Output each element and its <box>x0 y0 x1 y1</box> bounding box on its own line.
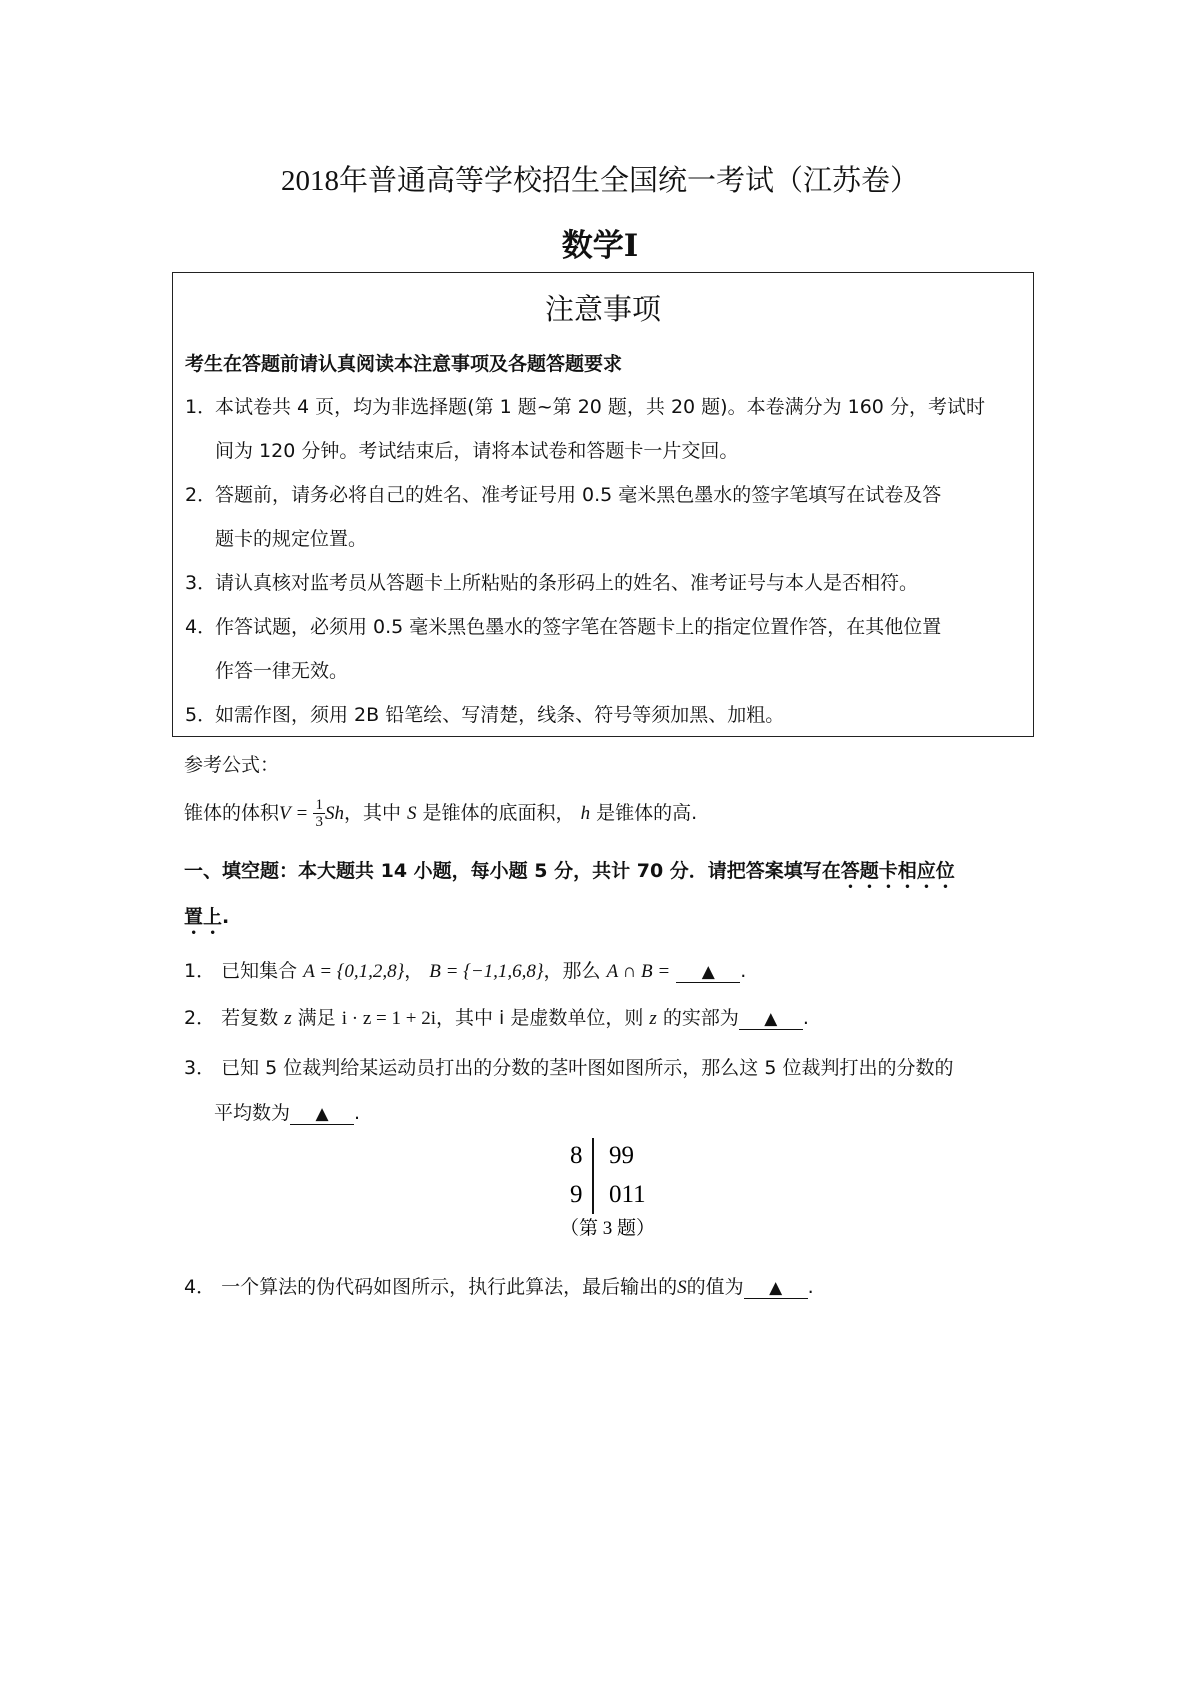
answer-blank[interactable]: ▲ <box>676 962 740 983</box>
leaves-8: 99 <box>609 1142 634 1169</box>
formula-prefix: 锥体的体积 <box>184 802 280 824</box>
notice-item-number: 2． <box>185 484 217 506</box>
question-1 <box>184 956 746 983</box>
set-b: B = {−1,1,6,8} <box>429 961 544 982</box>
notice-item-number: 1． <box>185 396 217 418</box>
question-end: . <box>354 1102 361 1124</box>
fraction-denominator: 3 <box>315 814 323 830</box>
formula-sh: Sh <box>324 803 344 824</box>
formula-fraction <box>313 797 325 830</box>
question-end: . <box>740 960 747 982</box>
question-text: 已知集合 <box>221 960 298 982</box>
question-2 <box>184 1003 809 1030</box>
question-number: 1． <box>184 960 216 982</box>
answer-blank[interactable]: ▲ <box>290 1104 354 1125</box>
question-text-3: ，其中 i 是虚数单位，则 <box>435 1007 644 1029</box>
formula-suffix-2: 是锥体的底面积， <box>422 802 575 824</box>
reference-label: 参考公式： <box>184 754 280 776</box>
formula-var-h: h <box>580 803 591 824</box>
separator: ， <box>404 960 424 982</box>
fraction-numerator: 1 <box>315 797 323 813</box>
notice-item-text: 作答试题，必须用 0.5 毫米黑色墨水的签字笔在答题卡上的指定位置作答，在其他位置 <box>215 616 942 638</box>
notice-item-number: 3． <box>185 572 217 594</box>
question-end: . <box>802 1007 809 1029</box>
section-heading-emphasis: 答题卡相应位 <box>840 860 955 882</box>
question-text: 已知 5 位裁判给某运动员打出的分数的茎叶图如图所示，那么这 5 位裁判打出的分数的 <box>221 1057 954 1079</box>
notice-intro: 考生在答题前请认真阅读本注意事项及各题答题要求 <box>185 353 623 375</box>
formula-var-v: V <box>279 803 291 824</box>
notice-item-text: 答题前，请务必将自己的姓名、准考证号用 0.5 毫米黑色墨水的签字笔填写在试卷及答 <box>215 484 942 506</box>
section-heading-emphasis-2: 置上 <box>184 906 223 928</box>
formula-var-s: S <box>407 803 417 824</box>
question-number: 2． <box>184 1007 216 1029</box>
question-end: . <box>807 1276 814 1298</box>
question-3-line-1 <box>184 1053 953 1080</box>
notice-item-1 <box>185 385 1025 473</box>
notice-item-3 <box>185 561 1025 605</box>
answer-blank[interactable]: ▲ <box>744 1278 808 1299</box>
var-s: S <box>677 1277 687 1298</box>
formula-suffix-1: ，其中 <box>343 802 401 824</box>
notice-item-text-cont: 题卡的规定位置。 <box>215 528 368 550</box>
notice-item-5 <box>185 693 1025 737</box>
question-text-4: 的实部为 <box>662 1007 739 1029</box>
question-text-2: 的值为 <box>686 1276 744 1298</box>
notice-item-text: 请认真核对监考员从答题卡上所粘贴的条形码上的姓名、准考证号与本人是否相符。 <box>215 572 919 594</box>
notice-item-number: 5． <box>185 704 217 726</box>
intersection-expression: A ∩ B = <box>606 961 671 982</box>
question-3-line-2 <box>214 1098 360 1125</box>
question-text-2: ，那么 <box>543 960 601 982</box>
stem-8: 8 <box>570 1142 583 1169</box>
stem-leaf-plot <box>560 1132 680 1242</box>
question-text: 一个算法的伪代码如图所示，执行此算法，最后输出的 <box>221 1276 678 1298</box>
notice-item-text-cont: 间为 120 分钟。考试结束后，请将本试卷和答题卡一片交回。 <box>215 440 739 462</box>
notice-item-2 <box>185 473 1025 561</box>
notice-item-number: 4． <box>185 616 217 638</box>
notice-item-4 <box>185 605 1025 693</box>
notice-box <box>172 272 1034 737</box>
notice-item-text-cont: 作答一律无效。 <box>215 660 349 682</box>
question-text: 若复数 <box>221 1007 279 1029</box>
notice-heading: 注意事项 <box>544 292 661 326</box>
var-z-2: z <box>649 1008 657 1029</box>
exam-title: 2018年普通高等学校招生全国统一考试（江苏卷） <box>280 165 919 197</box>
question-text-2: 平均数为 <box>214 1102 291 1124</box>
section-heading-end: . <box>222 906 230 928</box>
stem-9: 9 <box>570 1181 583 1208</box>
set-a: A = {0,1,2,8} <box>303 961 405 982</box>
notice-item-text: 本试卷共 4 页，均为非选择题(第 1 题~第 20 题，共 20 题)。本卷满分为 160 分，考试时 <box>215 396 985 418</box>
exam-subtitle: 数学Ⅰ <box>561 228 639 263</box>
reference-formula <box>184 797 697 830</box>
equation: i · z = 1 + 2i <box>341 1008 436 1029</box>
var-z: z <box>284 1008 292 1029</box>
answer-blank[interactable]: ▲ <box>739 1009 803 1030</box>
formula-equals: = <box>296 803 308 824</box>
notice-item-text: 如需作图，须用 2B 铅笔绘、写清楚，线条、符号等须加黑、加粗。 <box>215 704 785 726</box>
question-text-2: 满足 <box>297 1007 336 1029</box>
section-heading-line-1 <box>184 856 955 893</box>
section-heading-text: 一、填空题：本大题共 14 小题，每小题 5 分，共计 70 分．请把答案填写在 <box>184 860 841 882</box>
formula-suffix-3: 是锥体的高. <box>596 802 698 824</box>
question-number: 4． <box>184 1276 216 1298</box>
leaves-9: 011 <box>609 1181 646 1208</box>
section-heading-line-2 <box>184 902 229 939</box>
question-4 <box>184 1272 814 1299</box>
figure-caption: （第 3 题） <box>560 1218 656 1239</box>
question-number: 3． <box>184 1057 216 1079</box>
